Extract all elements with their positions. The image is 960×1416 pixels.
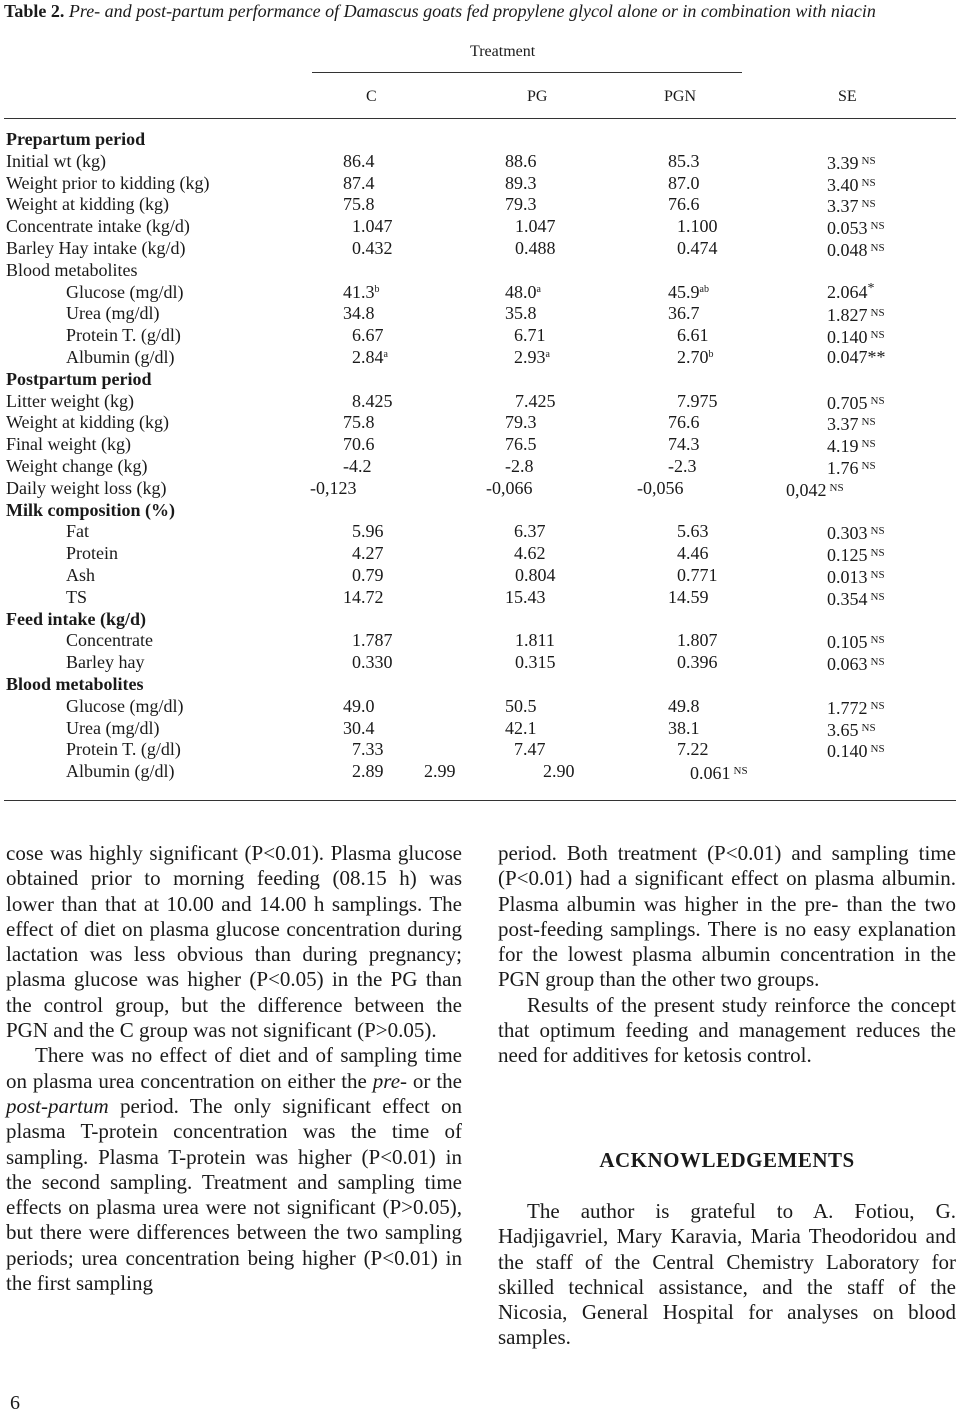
cell-pg: 48.0$^a$ [505, 281, 541, 302]
cell-se: 0,042 $^{NS}$ [786, 479, 844, 500]
cell-c: 0.432 [352, 238, 393, 258]
paragraph: cose was highly significant (P<0.01). Plasma glucose obtained prior to morning feeding (08.15 h) was lower than that at 10.00 and 14.00 h samplings. The effect of diet on plasma glucose concentration during lactation was less obvious than during pregnancy; plasma glucose was higher (P<0.05) in the PG than the control group, but the difference between the PGN and the C group was not significant (P>0.05). [6, 841, 462, 1043]
cell-c: 70.6 [343, 434, 375, 455]
row-label: Blood metabolites [6, 259, 138, 280]
cell-pg: 2.90 [543, 761, 575, 782]
row-label: Glucose (mg/dl) [66, 695, 184, 716]
row-label: Initial wt (kg) [6, 150, 106, 171]
cell-se: 0.048 $^{NS}$ [827, 240, 885, 260]
cell-pg: 2.93$^a$ [514, 347, 550, 367]
section-heading: Blood metabolites [6, 674, 144, 694]
cell-pgn: 1.807 [677, 630, 718, 651]
cell-pgn: 45.9$^{ab}$ [668, 281, 709, 302]
cell-se: 0.105 $^{NS}$ [827, 632, 885, 653]
acknowledgements-body [498, 1199, 956, 1351]
cell-pgn: 2.70$^b$ [677, 347, 714, 367]
cell-pgn: 36.7 [668, 303, 700, 324]
cell-pg: -0,066 [486, 477, 533, 498]
cell-c: 14.72 [343, 586, 384, 607]
cell-pgn: 49.8 [668, 695, 700, 716]
cell-c: 1.787 [352, 630, 393, 651]
cell-pg: 0.315 [515, 652, 556, 673]
treatment-rule [312, 72, 742, 73]
cell-c: 1.047 [352, 216, 393, 237]
section-heading: Postpartum period [6, 368, 152, 389]
cell-c: 5.96 [352, 521, 384, 542]
cell-pgn: 14.59 [668, 586, 709, 607]
cell-pgn: 7.975 [677, 390, 718, 411]
cell-se: 3.39 $^{NS}$ [827, 152, 876, 173]
cell-c: 4.27 [352, 543, 384, 564]
cell-pg: -2.8 [505, 456, 534, 476]
treatment-header: Treatment [470, 43, 536, 60]
cell-pgn: -0,056 [637, 477, 684, 498]
cell-pgn: 87.0 [668, 172, 700, 193]
table-title: Pre- and post-partum performance of Damascus goats fed propylene glycol alone or in combination with niacin [68, 1, 876, 21]
cell-se: 0.063 $^{NS}$ [827, 654, 885, 675]
cell-c: 0.330 [352, 652, 393, 673]
row-label: Protein [66, 543, 118, 564]
paragraph: period. Both treatment (P<0.01) and sampling time (P<0.01) had a significant effect on plasma albumin. Plasma albumin was higher in the pre- than the two post-feeding samplings. There is no easy explanation for the lowest plasma albumin concentration in the PGN group than the other two groups. [498, 841, 956, 992]
row-label: TS [66, 586, 88, 607]
row-label: Urea (mg/dl) [66, 717, 160, 738]
row-label: Ash [66, 565, 96, 585]
table-label: Table 2. [4, 1, 65, 21]
cell-pg: 6.71 [514, 325, 546, 346]
cell-pgn: 6.61 [677, 325, 709, 346]
cell-se: 3.65 $^{NS}$ [827, 719, 876, 740]
cell-c: 49.0 [343, 695, 375, 716]
cell-se: 3.40 $^{NS}$ [827, 174, 876, 195]
cell-pg: 15.43 [505, 586, 546, 607]
cell-c: 6.67 [352, 325, 384, 346]
cell-pg: 7.47 [514, 739, 546, 760]
cell-pg: 76.5 [505, 434, 537, 455]
row-label: Concentrate intake (kg/d) [6, 216, 190, 237]
body-column-right [498, 841, 956, 1069]
cell-pg: 35.8 [505, 303, 537, 324]
table-caption [4, 0, 876, 22]
paragraph: Results of the present study reinforce the concept that optimum feeding and management reduces the need for additives for ketosis control. [498, 992, 956, 1068]
table-bottom-rule [4, 800, 956, 801]
cell-pgn: 1.100 [677, 216, 718, 237]
column-header-pgn: PGN [664, 88, 697, 105]
cell-se: 0.125 $^{NS}$ [827, 545, 885, 566]
cell-se: 0.140 $^{NS}$ [827, 327, 885, 348]
cell-pgn: 38.1 [668, 717, 700, 738]
cell-c: 75.8 [343, 194, 375, 215]
row-label: Litter weight (kg) [6, 390, 134, 411]
cell-se: 0.053 $^{NS}$ [827, 218, 885, 239]
page-number: 6 [10, 1392, 20, 1414]
cell-se: 1.827 $^{NS}$ [827, 305, 885, 326]
row-label: Protein T. (g/dl) [66, 739, 181, 760]
cell-se: 0.705 $^{NS}$ [827, 392, 885, 413]
paragraph: There was no effect of diet and of sampling time on plasma urea concentration on either the pre- or the post-partum period. The only significant effect on plasma T-protein concentration was the time of sampling. Plasma T-protein was higher (P<0.01) in the second sampling. Treatment and sampling time effects on plasma urea were not significant (P>0.05), but there were differences between the two sampling periods; urea concentration being higher (P<0.01) in the first sampling [6, 1043, 463, 1296]
row-label: Final weight (kg) [6, 434, 131, 455]
cell-pgn: 85.3 [668, 150, 700, 171]
row-label: Daily weight loss (kg) [6, 477, 167, 498]
cell-pgn: 0.771 [677, 565, 718, 585]
column-header-pg: PG [527, 88, 548, 105]
cell-se: 0.354 $^{NS}$ [827, 588, 885, 609]
row-label: Weight at kidding (kg) [6, 194, 170, 215]
cell-pgn: 5.63 [677, 521, 709, 542]
cell-c: 41.3$^b$ [343, 281, 380, 302]
cell-pgn: 76.6 [668, 412, 700, 433]
cell-se: 1.772 $^{NS}$ [827, 697, 885, 718]
cell-pg: 89.3 [505, 172, 537, 193]
row-label: Urea (mg/dl) [66, 303, 160, 324]
section-heading: Milk composition (%) [6, 499, 175, 520]
column-header-c: C [366, 88, 377, 105]
cell-pg: 4.62 [514, 543, 546, 564]
section-heading: Prepartum period [6, 129, 146, 149]
cell-pg: 6.37 [514, 521, 546, 542]
cell-c: 2.84$^a$ [352, 347, 388, 367]
section-heading: Feed intake (kg/d) [6, 608, 147, 629]
row-label: Fat [66, 521, 90, 542]
cell-pgn: 0.396 [677, 652, 718, 673]
cell-c: 7.33 [352, 739, 384, 760]
cell-c: 87.4 [343, 172, 375, 193]
cell-se: 0.047** [827, 347, 886, 367]
row-label: Protein T. (g/dl) [66, 325, 181, 346]
cell-c: 75.8 [343, 412, 375, 433]
row-label: Albumin (g/dl) [66, 761, 175, 782]
cell-c: 30.4 [343, 717, 375, 738]
cell-c: 86.4 [343, 150, 375, 171]
cell-pgn: 4.46 [677, 543, 709, 564]
column-header-se: SE [838, 88, 857, 105]
row-label: Weight at kidding (kg) [6, 412, 170, 433]
cell-extra: 2.99 [424, 761, 456, 782]
acknowledgements-heading: ACKNOWLEDGEMENTS [599, 1148, 855, 1172]
body-column-left [6, 841, 462, 1296]
cell-c: 0.79 [352, 565, 384, 585]
cell-se: 3.37 $^{NS}$ [827, 414, 876, 435]
cell-pgn: 7.22 [677, 739, 709, 760]
cell-pgn: 74.3 [668, 434, 700, 455]
cell-c: 34.8 [343, 303, 375, 324]
cell-pgn: 0.061 $^{NS}$ [690, 763, 748, 784]
cell-pg: 1.047 [515, 216, 556, 237]
cell-se: 0.013 $^{NS}$ [827, 567, 885, 587]
row-label: Weight prior to kidding (kg) [6, 172, 210, 193]
cell-se: 1.76 $^{NS}$ [827, 458, 876, 478]
row-label: Barley hay [66, 652, 145, 673]
cell-pg: 0.488 [515, 238, 556, 258]
cell-pg: 42.1 [505, 717, 537, 738]
cell-se: 0.303 $^{NS}$ [827, 523, 885, 544]
cell-pg: 79.3 [505, 194, 537, 215]
row-label: Barley Hay intake (kg/d) [6, 238, 186, 258]
cell-pgn: 0.474 [677, 238, 718, 258]
cell-c: 8.425 [352, 390, 393, 411]
cell-pg: 0.804 [515, 565, 556, 585]
row-label: Weight change (kg) [6, 456, 148, 476]
cell-se: 3.37 $^{NS}$ [827, 196, 876, 217]
cell-pg: 88.6 [505, 150, 537, 171]
cell-c: 2.89 [352, 761, 384, 782]
cell-pg: 1.811 [515, 630, 555, 651]
header-rule [4, 118, 956, 119]
row-label: Albumin (g/dl) [66, 347, 175, 367]
cell-pg: 50.5 [505, 695, 537, 716]
cell-pg: 7.425 [515, 390, 556, 411]
cell-pgn: -2.3 [668, 456, 697, 476]
row-label: Concentrate [66, 630, 153, 651]
cell-c: -4.2 [343, 456, 372, 476]
cell-se: 2.064* [827, 280, 875, 302]
cell-c: -0,123 [310, 477, 357, 498]
cell-pgn: 76.6 [668, 194, 700, 215]
cell-pg: 79.3 [505, 412, 537, 433]
cell-se: 4.19 $^{NS}$ [827, 436, 876, 457]
cell-se: 0.140 $^{NS}$ [827, 741, 885, 762]
paragraph: The author is grateful to A. Fotiou, G. Hadjigavriel, Mary Karavia, Maria Theodoridou and the staff of the Central Chemistry Laboratory for skilled technical assistance, and the staff of the Nicosia, General Hospital for analyses on blood samples. [498, 1199, 956, 1350]
row-label: Glucose (mg/dl) [66, 281, 184, 302]
